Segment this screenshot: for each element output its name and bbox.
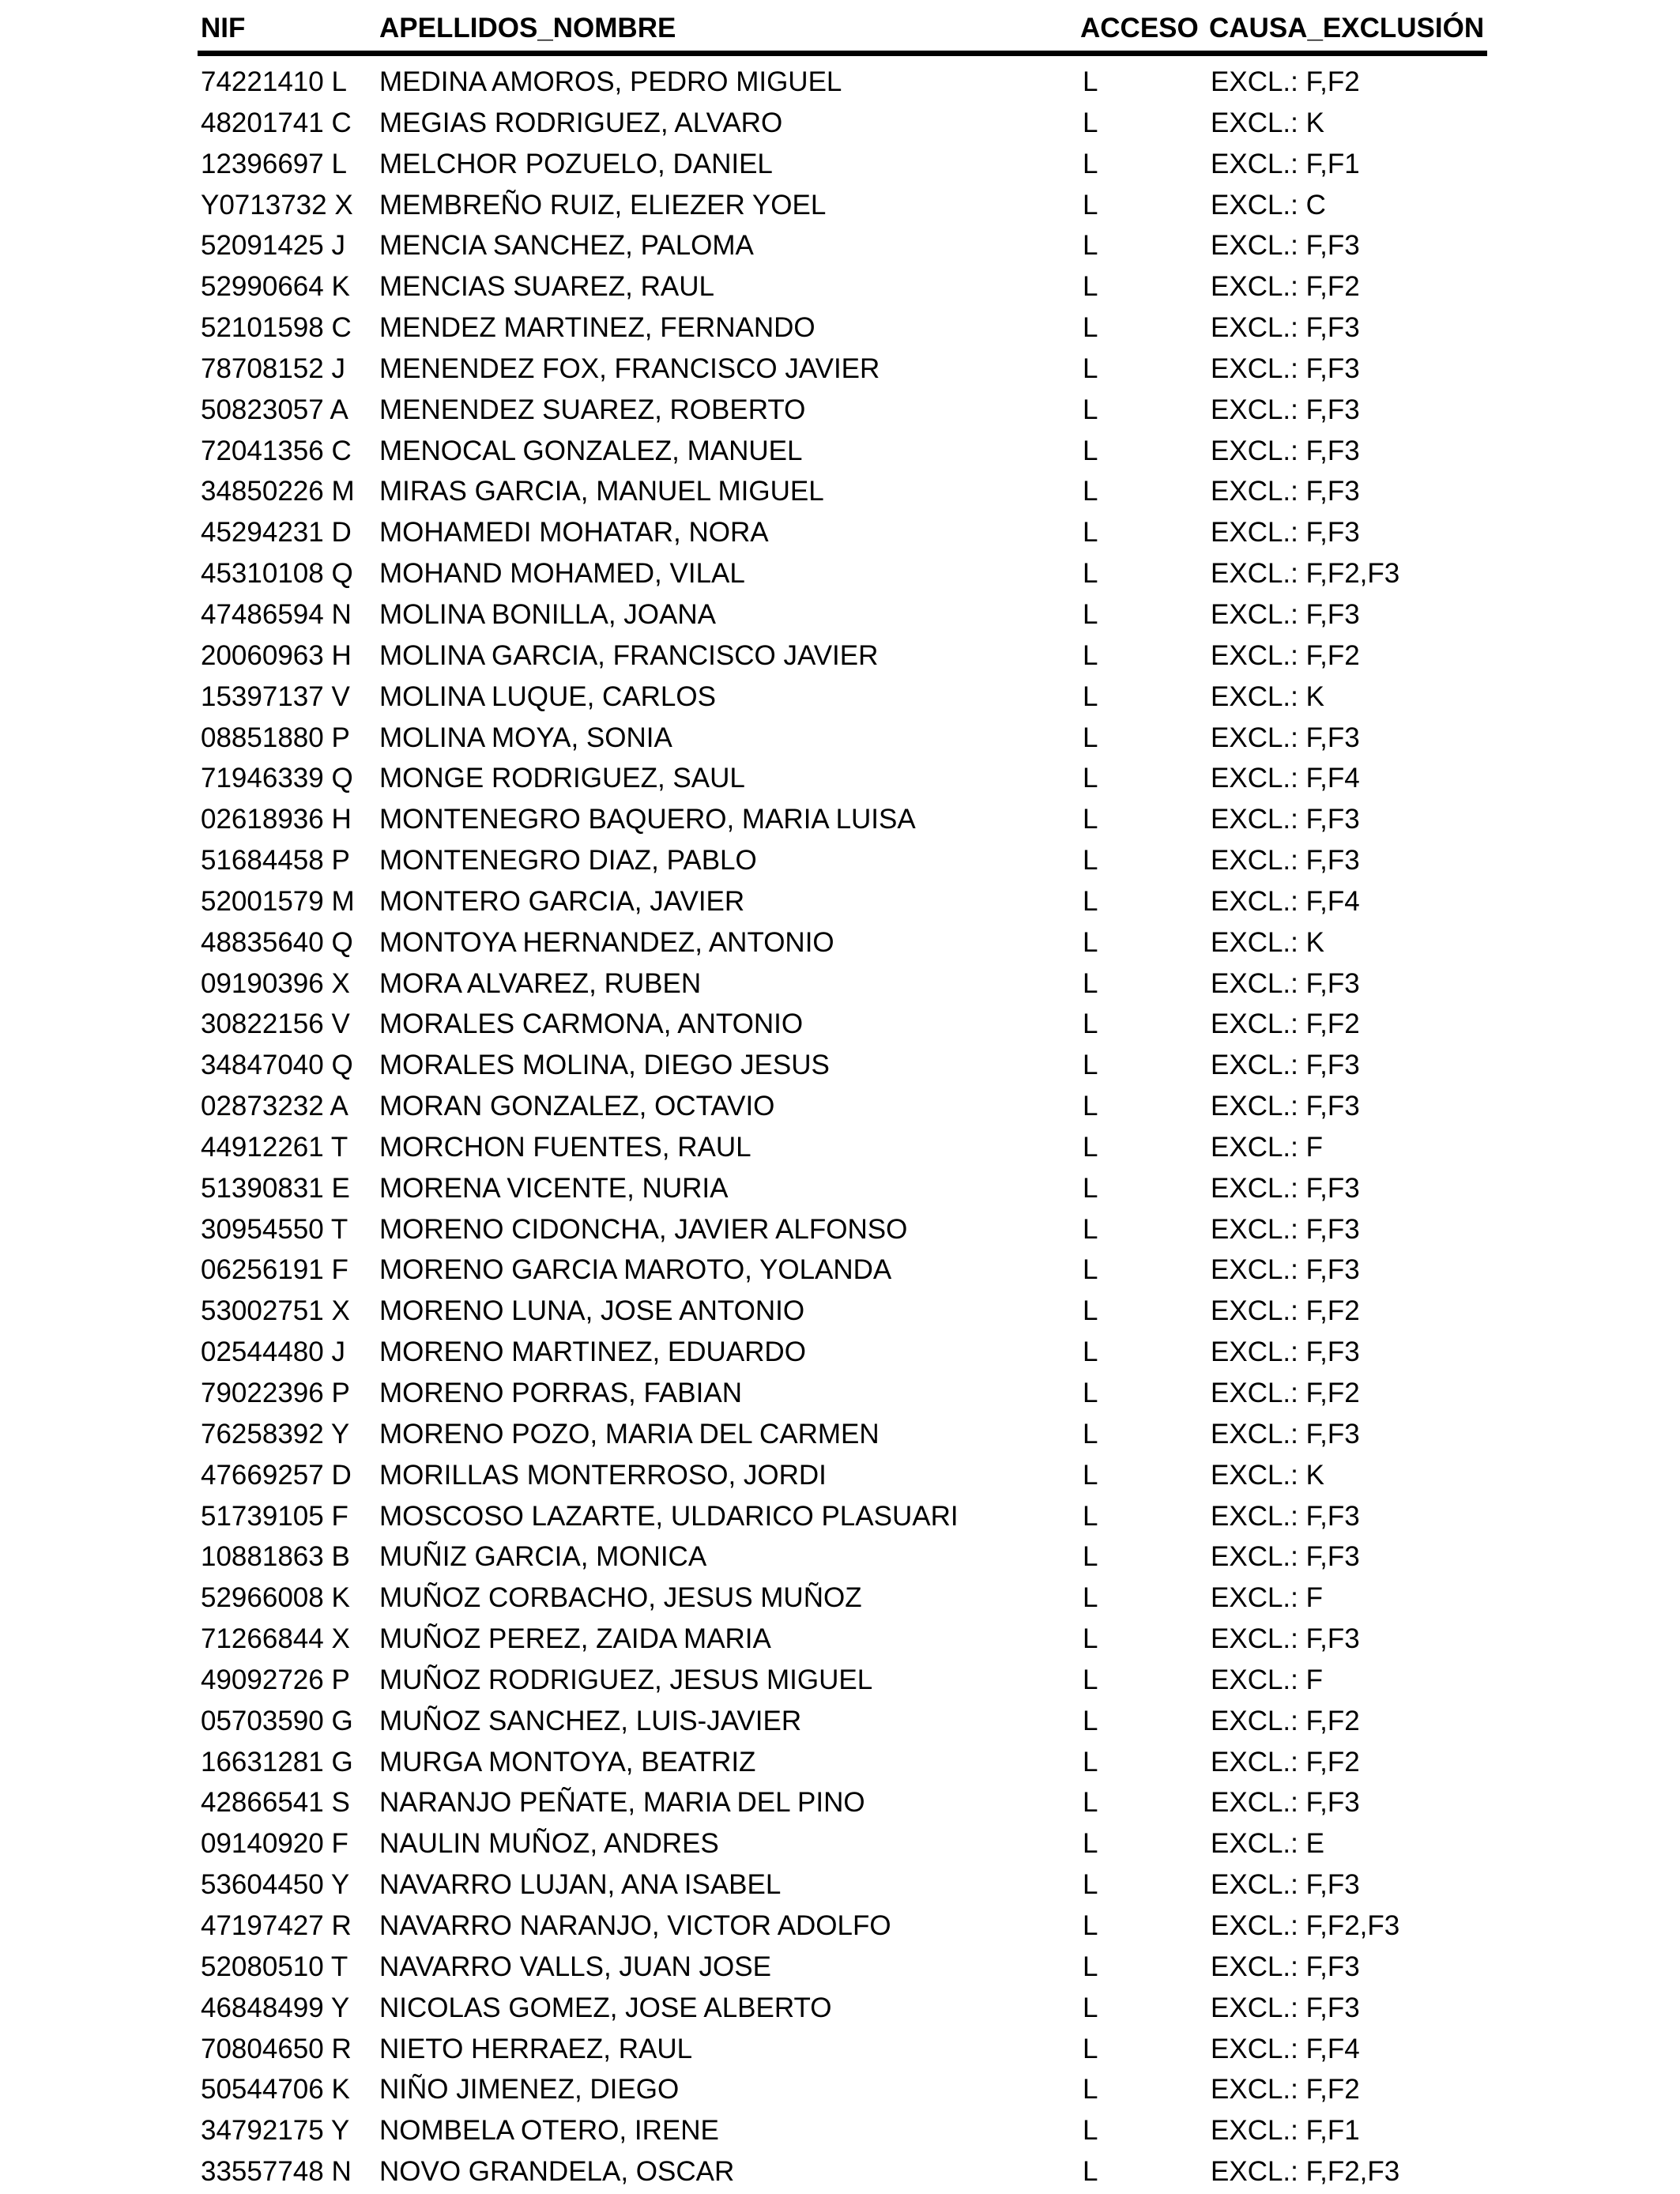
- cell-apellidos-nombre: MORILLAS MONTERROSO, JORDI: [379, 1459, 827, 1491]
- cell-nif: 52990664 K: [201, 271, 350, 303]
- cell-apellidos-nombre: MOLINA LUQUE, CARLOS: [379, 680, 716, 712]
- cell-apellidos-nombre: MOSCOSO LAZARTE, ULDARICO PLASUARI: [379, 1500, 959, 1532]
- cell-acceso: L: [1083, 1172, 1098, 1204]
- table-row: [198, 1945, 1487, 1986]
- table-row: [198, 388, 1487, 429]
- cell-causa-exclusion: EXCL.: F,F2: [1211, 1378, 1360, 1408]
- cell-nif: 02873232 A: [201, 1091, 348, 1122]
- table-row: [198, 511, 1487, 552]
- cell-nif: 76258392 Y: [201, 1418, 350, 1449]
- table-row: [198, 1002, 1487, 1043]
- cell-apellidos-nombre: MOLINA GARCIA, FRANCISCO JAVIER: [379, 639, 879, 671]
- cell-apellidos-nombre: MORENO PORRAS, FABIAN: [379, 1378, 742, 1408]
- column-header-causa-exclusion: CAUSA_EXCLUSIÓN: [1209, 13, 1485, 43]
- cell-nif: 52101598 C: [201, 312, 352, 344]
- cell-apellidos-nombre: MORA ALVAREZ, RUBEN: [379, 967, 702, 999]
- cell-acceso: L: [1083, 2115, 1098, 2147]
- table-row: [198, 142, 1487, 183]
- table-row: [198, 1208, 1487, 1249]
- cell-nif: 52966008 K: [201, 1582, 350, 1614]
- cell-acceso: L: [1083, 1909, 1098, 1941]
- table-row: [198, 1863, 1487, 1904]
- cell-causa-exclusion: EXCL.: E: [1211, 1828, 1324, 1860]
- cell-acceso: L: [1083, 1746, 1098, 1777]
- table-row: [198, 839, 1487, 880]
- cell-nif: 51684458 P: [201, 845, 350, 876]
- table-body: [198, 60, 1487, 2191]
- cell-causa-exclusion: EXCL.: F,F1: [1211, 2115, 1360, 2147]
- cell-apellidos-nombre: MEDINA AMOROS, PEDRO MIGUEL: [379, 66, 842, 97]
- cell-causa-exclusion: EXCL.: F,F1: [1211, 148, 1360, 179]
- table-row: [198, 224, 1487, 265]
- cell-apellidos-nombre: MORENO LUNA, JOSE ANTONIO: [379, 1295, 805, 1327]
- cell-apellidos-nombre: NAVARRO NARANJO, VICTOR ADOLFO: [379, 1909, 891, 1941]
- table-row: [198, 1904, 1487, 1945]
- cell-nif: 16631281 G: [201, 1746, 353, 1777]
- cell-nif: 47669257 D: [201, 1459, 352, 1491]
- cell-apellidos-nombre: MENENDEZ FOX, FRANCISCO JAVIER: [379, 352, 880, 384]
- table-row: [198, 2027, 1487, 2068]
- table-row: [198, 1699, 1487, 1740]
- table-row: [198, 1125, 1487, 1167]
- cell-acceso: L: [1083, 1787, 1098, 1819]
- cell-acceso: L: [1083, 476, 1098, 507]
- cell-acceso: L: [1083, 1050, 1098, 1081]
- cell-acceso: L: [1083, 2074, 1098, 2105]
- cell-apellidos-nombre: NAVARRO LUJAN, ANA ISABEL: [379, 1869, 782, 1901]
- cell-acceso: L: [1083, 312, 1098, 344]
- cell-causa-exclusion: EXCL.: F: [1211, 1131, 1323, 1163]
- cell-acceso: L: [1083, 1336, 1098, 1368]
- table-row: [198, 2068, 1487, 2109]
- cell-acceso: L: [1083, 1213, 1098, 1245]
- cell-causa-exclusion: EXCL.: F,F3: [1211, 845, 1360, 876]
- cell-causa-exclusion: EXCL.: F,F3: [1211, 1091, 1360, 1122]
- table-row: [198, 1822, 1487, 1863]
- cell-nif: 79022396 P: [201, 1378, 350, 1408]
- cell-apellidos-nombre: MORENA VICENTE, NURIA: [379, 1172, 729, 1204]
- cell-nif: 34792175 Y: [201, 2115, 350, 2147]
- cell-acceso: L: [1083, 845, 1098, 876]
- cell-nif: 46848499 Y: [201, 1992, 350, 2023]
- cell-causa-exclusion: EXCL.: C: [1211, 189, 1326, 221]
- cell-acceso: L: [1083, 148, 1098, 179]
- cell-causa-exclusion: EXCL.: F,F3: [1211, 517, 1360, 548]
- cell-nif: 70804650 R: [201, 2033, 352, 2064]
- cell-acceso: L: [1083, 66, 1098, 97]
- cell-apellidos-nombre: MONTERO GARCIA, JAVIER: [379, 885, 745, 917]
- cell-causa-exclusion: EXCL.: F,F3: [1211, 312, 1360, 344]
- cell-causa-exclusion: EXCL.: F,F2,F3: [1211, 1909, 1400, 1941]
- exclusion-list-table: [198, 9, 1487, 2191]
- table-row: [198, 1781, 1487, 1822]
- cell-apellidos-nombre: MIRAS GARCIA, MANUEL MIGUEL: [379, 476, 824, 507]
- cell-apellidos-nombre: NIÑO JIMENEZ, DIEGO: [379, 2074, 680, 2105]
- cell-apellidos-nombre: NARANJO PEÑATE, MARIA DEL PINO: [379, 1787, 865, 1819]
- cell-nif: 49092726 P: [201, 1664, 350, 1695]
- cell-causa-exclusion: EXCL.: F,F3: [1211, 1500, 1360, 1532]
- table-row: [198, 1412, 1487, 1453]
- cell-nif: 30954550 T: [201, 1213, 348, 1245]
- cell-causa-exclusion: EXCL.: F,F2: [1211, 2074, 1360, 2105]
- cell-nif: 09190396 X: [201, 967, 350, 999]
- table-row: [198, 1986, 1487, 2027]
- table-row: [198, 797, 1487, 839]
- cell-nif: 74221410 L: [201, 66, 347, 97]
- table-header: [198, 9, 1487, 56]
- cell-causa-exclusion: EXCL.: F,F3: [1211, 1623, 1360, 1655]
- table-row: [198, 1248, 1487, 1289]
- table-row: [198, 347, 1487, 388]
- cell-apellidos-nombre: MORENO CIDONCHA, JAVIER ALFONSO: [379, 1213, 908, 1245]
- table-row: [198, 1740, 1487, 1781]
- cell-causa-exclusion: EXCL.: K: [1211, 107, 1324, 138]
- table-row: [198, 306, 1487, 347]
- cell-acceso: L: [1083, 394, 1098, 425]
- cell-causa-exclusion: EXCL.: K: [1211, 680, 1324, 712]
- cell-causa-exclusion: EXCL.: F,F2: [1211, 1705, 1360, 1736]
- table-row: [198, 2150, 1487, 2191]
- cell-apellidos-nombre: MURGA MONTOYA, BEATRIZ: [379, 1746, 756, 1777]
- cell-nif: 08851880 P: [201, 722, 350, 753]
- cell-apellidos-nombre: MUÑIZ GARCIA, MONICA: [379, 1541, 707, 1573]
- cell-acceso: L: [1083, 804, 1098, 835]
- table-row: [198, 675, 1487, 716]
- cell-causa-exclusion: EXCL.: F,F2: [1211, 1295, 1360, 1327]
- cell-nif: 09140920 F: [201, 1828, 348, 1860]
- table-row: [198, 183, 1487, 224]
- cell-apellidos-nombre: MENDEZ MARTINEZ, FERNANDO: [379, 312, 816, 344]
- cell-acceso: L: [1083, 1131, 1098, 1163]
- cell-nif: 06256191 F: [201, 1254, 348, 1286]
- cell-nif: 71946339 Q: [201, 763, 353, 794]
- table-row: [198, 716, 1487, 757]
- cell-nif: 10881863 B: [201, 1541, 350, 1573]
- column-header-acceso: ACCESO: [1080, 13, 1199, 43]
- cell-apellidos-nombre: MONTENEGRO DIAZ, PABLO: [379, 845, 757, 876]
- cell-nif: 30822156 V: [201, 1008, 350, 1040]
- table-row: [198, 1576, 1487, 1617]
- cell-nif: 12396697 L: [201, 148, 347, 179]
- cell-apellidos-nombre: MENCIAS SUAREZ, RAUL: [379, 271, 714, 303]
- table-row: [198, 1330, 1487, 1371]
- cell-causa-exclusion: EXCL.: F,F3: [1211, 1869, 1360, 1901]
- cell-nif: 15397137 V: [201, 680, 350, 712]
- cell-acceso: L: [1083, 1091, 1098, 1122]
- cell-causa-exclusion: EXCL.: F,F3: [1211, 1213, 1360, 1245]
- cell-nif: 53604450 Y: [201, 1869, 350, 1901]
- cell-nif: 48835640 Q: [201, 926, 353, 958]
- cell-nif: 05703590 G: [201, 1705, 353, 1736]
- cell-nif: 52080510 T: [201, 1951, 348, 1982]
- cell-acceso: L: [1083, 107, 1098, 138]
- cell-acceso: L: [1083, 1418, 1098, 1449]
- cell-apellidos-nombre: MUÑOZ PEREZ, ZAIDA MARIA: [379, 1623, 771, 1655]
- table-row: [198, 1084, 1487, 1125]
- table-row: [198, 101, 1487, 142]
- cell-causa-exclusion: EXCL.: F,F3: [1211, 1254, 1360, 1286]
- cell-acceso: L: [1083, 1951, 1098, 1982]
- cell-causa-exclusion: EXCL.: K: [1211, 926, 1324, 958]
- cell-acceso: L: [1083, 1008, 1098, 1040]
- cell-acceso: L: [1083, 885, 1098, 917]
- cell-causa-exclusion: EXCL.: F,F3: [1211, 1951, 1360, 1982]
- cell-nif: 45310108 Q: [201, 558, 353, 590]
- cell-nif: 52001579 M: [201, 885, 355, 917]
- cell-acceso: L: [1083, 1541, 1098, 1573]
- cell-causa-exclusion: EXCL.: F,F2: [1211, 271, 1360, 303]
- cell-nif: 78708152 J: [201, 352, 345, 384]
- cell-apellidos-nombre: NOVO GRANDELA, OSCAR: [379, 2156, 735, 2188]
- cell-causa-exclusion: EXCL.: F,F3: [1211, 1172, 1360, 1204]
- cell-causa-exclusion: EXCL.: F,F3: [1211, 1418, 1360, 1449]
- table-row: [198, 1617, 1487, 1658]
- cell-nif: 45294231 D: [201, 517, 352, 548]
- cell-nif: 47486594 N: [201, 598, 352, 630]
- cell-nif: 52091425 J: [201, 230, 345, 262]
- cell-acceso: L: [1083, 1828, 1098, 1860]
- cell-apellidos-nombre: MONGE RODRIGUEZ, SAUL: [379, 763, 745, 794]
- cell-apellidos-nombre: MOHAND MOHAMED, VILAL: [379, 558, 745, 590]
- column-header-nif: NIF: [201, 13, 246, 43]
- cell-nif: 48201741 C: [201, 107, 352, 138]
- cell-acceso: L: [1083, 435, 1098, 466]
- cell-causa-exclusion: EXCL.: F,F3: [1211, 967, 1360, 999]
- cell-acceso: L: [1083, 2156, 1098, 2188]
- cell-causa-exclusion: EXCL.: F,F3: [1211, 1541, 1360, 1573]
- cell-nif: 50823057 A: [201, 394, 348, 425]
- cell-causa-exclusion: EXCL.: F,F3: [1211, 1787, 1360, 1819]
- table-row: [198, 1167, 1487, 1208]
- table-row: [198, 265, 1487, 306]
- cell-nif: 50544706 K: [201, 2074, 350, 2105]
- cell-nif: 02618936 H: [201, 804, 352, 835]
- cell-apellidos-nombre: MOHAMEDI MOHATAR, NORA: [379, 517, 769, 548]
- cell-causa-exclusion: EXCL.: F,F4: [1211, 2033, 1360, 2064]
- cell-apellidos-nombre: MONTOYA HERNANDEZ, ANTONIO: [379, 926, 834, 958]
- cell-causa-exclusion: EXCL.: F,F3: [1211, 394, 1360, 425]
- cell-apellidos-nombre: NIETO HERRAEZ, RAUL: [379, 2033, 693, 2064]
- cell-acceso: L: [1083, 639, 1098, 671]
- table-row: [198, 429, 1487, 470]
- cell-apellidos-nombre: MUÑOZ CORBACHO, JESUS MUÑOZ: [379, 1582, 862, 1614]
- cell-acceso: L: [1083, 967, 1098, 999]
- cell-acceso: L: [1083, 1500, 1098, 1532]
- table-row: [198, 1289, 1487, 1330]
- cell-acceso: L: [1083, 189, 1098, 221]
- cell-acceso: L: [1083, 680, 1098, 712]
- cell-apellidos-nombre: NOMBELA OTERO, IRENE: [379, 2115, 719, 2147]
- table-row: [198, 1371, 1487, 1412]
- cell-causa-exclusion: EXCL.: F,F2,F3: [1211, 558, 1400, 590]
- cell-acceso: L: [1083, 352, 1098, 384]
- cell-causa-exclusion: EXCL.: F,F2,F3: [1211, 2156, 1400, 2188]
- table-row: [198, 1535, 1487, 1576]
- cell-acceso: L: [1083, 598, 1098, 630]
- cell-apellidos-nombre: MENCIA SANCHEZ, PALOMA: [379, 230, 754, 262]
- cell-acceso: L: [1083, 271, 1098, 303]
- cell-causa-exclusion: EXCL.: F,F3: [1211, 476, 1360, 507]
- cell-causa-exclusion: EXCL.: F,F3: [1211, 598, 1360, 630]
- cell-apellidos-nombre: MORCHON FUENTES, RAUL: [379, 1131, 751, 1163]
- table-row: [198, 1495, 1487, 1536]
- cell-causa-exclusion: EXCL.: F,F3: [1211, 1992, 1360, 2023]
- cell-acceso: L: [1083, 763, 1098, 794]
- cell-apellidos-nombre: MELCHOR POZUELO, DANIEL: [379, 148, 773, 179]
- cell-nif: 51739105 F: [201, 1500, 348, 1532]
- column-header-apellidos-nombre: APELLIDOS_NOMBRE: [379, 13, 676, 43]
- cell-nif: 34847040 Q: [201, 1050, 353, 1081]
- table-row: [198, 593, 1487, 634]
- cell-acceso: L: [1083, 517, 1098, 548]
- cell-nif: 51390831 E: [201, 1172, 350, 1204]
- cell-apellidos-nombre: MEMBREÑO RUIZ, ELIEZER YOEL: [379, 189, 827, 221]
- cell-acceso: L: [1083, 1459, 1098, 1491]
- cell-acceso: L: [1083, 1254, 1098, 1286]
- cell-causa-exclusion: EXCL.: F,F4: [1211, 885, 1360, 917]
- cell-nif: 34850226 M: [201, 476, 355, 507]
- table-row: [198, 552, 1487, 593]
- cell-apellidos-nombre: MORALES CARMONA, ANTONIO: [379, 1008, 804, 1040]
- cell-nif: 02544480 J: [201, 1336, 345, 1368]
- cell-nif: 71266844 X: [201, 1623, 350, 1655]
- cell-causa-exclusion: EXCL.: F,F3: [1211, 435, 1360, 466]
- cell-nif: 20060963 H: [201, 639, 352, 671]
- cell-causa-exclusion: EXCL.: F: [1211, 1582, 1323, 1614]
- cell-acceso: L: [1083, 1582, 1098, 1614]
- table-row: [198, 1658, 1487, 1699]
- cell-causa-exclusion: EXCL.: F,F4: [1211, 763, 1360, 794]
- cell-acceso: L: [1083, 2033, 1098, 2064]
- cell-causa-exclusion: EXCL.: F,F3: [1211, 230, 1360, 262]
- cell-apellidos-nombre: MOLINA BONILLA, JOANA: [379, 598, 716, 630]
- cell-apellidos-nombre: MEGIAS RODRIGUEZ, ALVARO: [379, 107, 783, 138]
- table-row: [198, 962, 1487, 1003]
- cell-acceso: L: [1083, 1705, 1098, 1736]
- cell-nif: 44912261 T: [201, 1131, 348, 1163]
- cell-causa-exclusion: EXCL.: F,F2: [1211, 66, 1360, 97]
- cell-apellidos-nombre: NAULIN MUÑOZ, ANDRES: [379, 1828, 719, 1860]
- cell-apellidos-nombre: MENOCAL GONZALEZ, MANUEL: [379, 435, 803, 466]
- table-row: [198, 2109, 1487, 2150]
- cell-apellidos-nombre: MORALES MOLINA, DIEGO JESUS: [379, 1050, 830, 1081]
- cell-acceso: L: [1083, 1664, 1098, 1695]
- cell-acceso: L: [1083, 1992, 1098, 2023]
- cell-nif: 42866541 S: [201, 1787, 350, 1819]
- cell-nif: Y0713732 X: [201, 189, 353, 221]
- cell-acceso: L: [1083, 1295, 1098, 1327]
- cell-apellidos-nombre: MOLINA MOYA, SONIA: [379, 722, 672, 753]
- table-row: [198, 60, 1487, 101]
- table-row: [198, 1453, 1487, 1495]
- cell-nif: 72041356 C: [201, 435, 352, 466]
- cell-causa-exclusion: EXCL.: F,F2: [1211, 1746, 1360, 1777]
- cell-acceso: L: [1083, 722, 1098, 753]
- cell-causa-exclusion: EXCL.: K: [1211, 1459, 1324, 1491]
- cell-causa-exclusion: EXCL.: F,F3: [1211, 1050, 1360, 1081]
- cell-causa-exclusion: EXCL.: F,F3: [1211, 804, 1360, 835]
- cell-nif: 47197427 R: [201, 1909, 352, 1941]
- cell-apellidos-nombre: NICOLAS GOMEZ, JOSE ALBERTO: [379, 1992, 832, 2023]
- cell-apellidos-nombre: MENENDEZ SUAREZ, ROBERTO: [379, 394, 806, 425]
- cell-causa-exclusion: EXCL.: F,F3: [1211, 722, 1360, 753]
- cell-causa-exclusion: EXCL.: F,F3: [1211, 1336, 1360, 1368]
- cell-acceso: L: [1083, 1378, 1098, 1408]
- cell-acceso: L: [1083, 926, 1098, 958]
- table-row: [198, 880, 1487, 921]
- cell-apellidos-nombre: MORENO POZO, MARIA DEL CARMEN: [379, 1418, 880, 1449]
- cell-causa-exclusion: EXCL.: F,F2: [1211, 639, 1360, 671]
- cell-apellidos-nombre: MORENO MARTINEZ, EDUARDO: [379, 1336, 806, 1368]
- cell-apellidos-nombre: MUÑOZ RODRIGUEZ, JESUS MIGUEL: [379, 1664, 873, 1695]
- cell-apellidos-nombre: MONTENEGRO BAQUERO, MARIA LUISA: [379, 804, 916, 835]
- cell-acceso: L: [1083, 558, 1098, 590]
- cell-apellidos-nombre: MORENO GARCIA MAROTO, YOLANDA: [379, 1254, 892, 1286]
- cell-causa-exclusion: EXCL.: F: [1211, 1664, 1323, 1695]
- cell-causa-exclusion: EXCL.: F,F2: [1211, 1008, 1360, 1040]
- table-row: [198, 921, 1487, 962]
- table-row: [198, 756, 1487, 797]
- table-row: [198, 634, 1487, 675]
- table-row: [198, 1043, 1487, 1084]
- cell-apellidos-nombre: NAVARRO VALLS, JUAN JOSE: [379, 1951, 771, 1982]
- cell-causa-exclusion: EXCL.: F,F3: [1211, 352, 1360, 384]
- cell-acceso: L: [1083, 1869, 1098, 1901]
- cell-nif: 53002751 X: [201, 1295, 350, 1327]
- cell-acceso: L: [1083, 1623, 1098, 1655]
- cell-apellidos-nombre: MORAN GONZALEZ, OCTAVIO: [379, 1091, 775, 1122]
- cell-acceso: L: [1083, 230, 1098, 262]
- table-row: [198, 469, 1487, 511]
- cell-nif: 33557748 N: [201, 2156, 352, 2188]
- cell-apellidos-nombre: MUÑOZ SANCHEZ, LUIS-JAVIER: [379, 1705, 802, 1736]
